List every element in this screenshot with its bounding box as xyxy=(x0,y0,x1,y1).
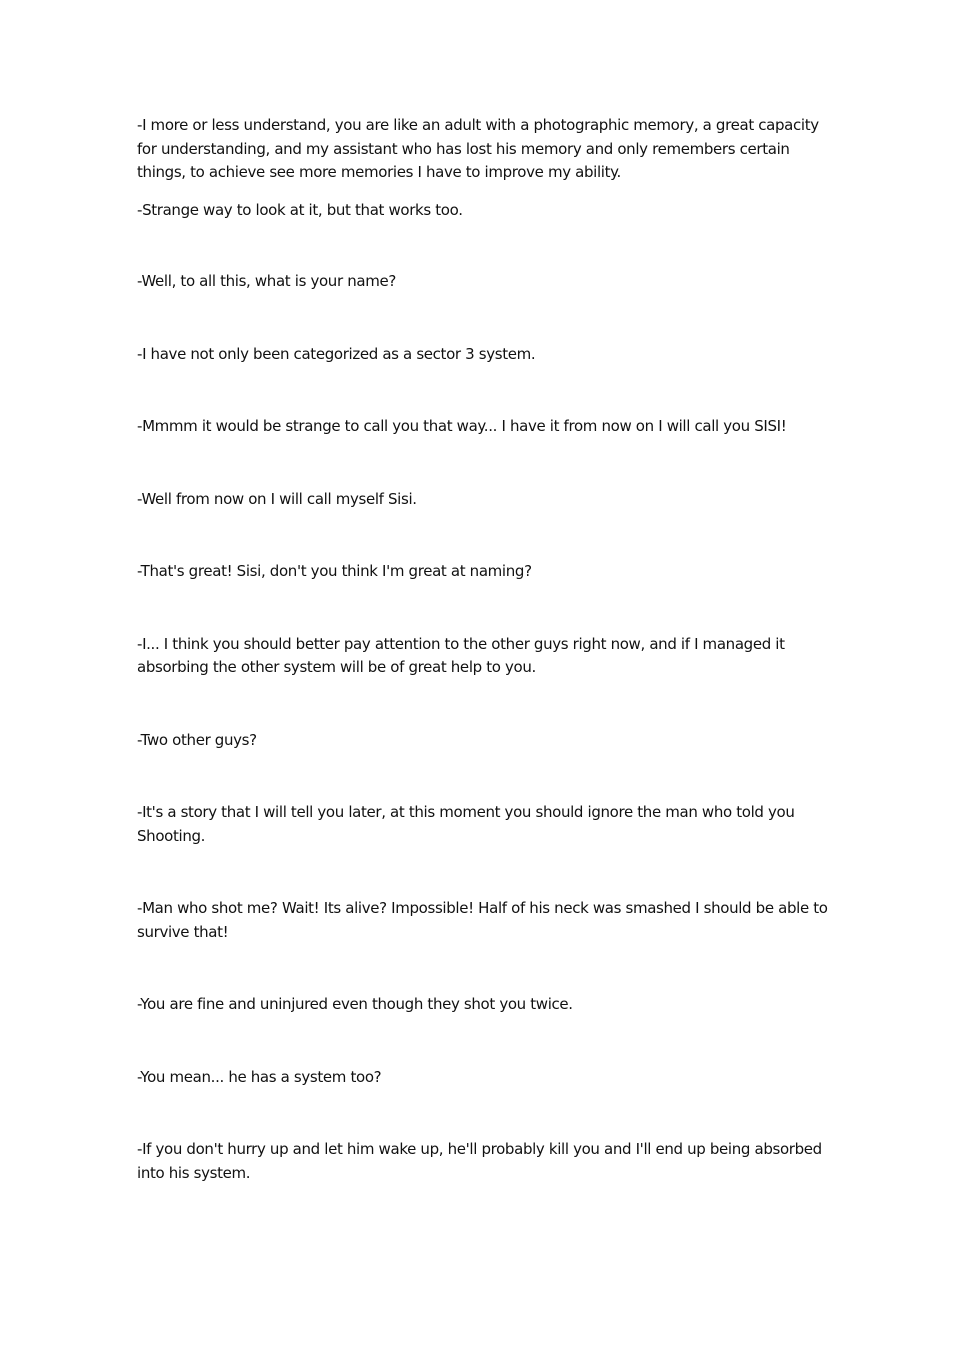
paragraph-13: -You mean... he has a system too? xyxy=(137,1067,382,1086)
document-body xyxy=(137,114,833,1185)
paragraph-10: -It's a story that I will tell you later, at this moment you should ignore the man who told you Shooting. xyxy=(137,803,795,845)
paragraph-8: -I... I think you should better pay attention to the other guys right now, and if I managed it absorbing the other system will be of great help to you. xyxy=(137,634,785,676)
paragraph-1: -I more or less understand, you are like an adult with a photographic memory, a great capacity for understanding, and my assistant who has lost his memory and only remembers certain things, to achieve see more memories I have to improve my ability. xyxy=(137,116,819,181)
paragraph-2: -Strange way to look at it, but that works too. xyxy=(137,200,463,219)
paragraph-14: -If you don't hurry up and let him wake up, he'll probably kill you and I'll end up being absorbed into his system. xyxy=(137,1140,822,1182)
paragraph-12: -You are fine and uninjured even though they shot you twice. xyxy=(137,995,573,1013)
paragraph-4: -I have not only been categorized as a sector 3 system. xyxy=(137,344,536,363)
paragraph-3: -Well, to all this, what is your name? xyxy=(137,272,396,290)
paragraph-9: -Two other guys? xyxy=(137,730,257,749)
paragraph-6: -Well from now on I will call myself Sisi. xyxy=(137,489,417,508)
paragraph-7: -That's great! Sisi, don't you think I'm great at naming? xyxy=(137,562,532,580)
paragraph-11: -Man who shot me? Wait! Its alive? Impossible! Half of his neck was smashed I should be able to survive that! xyxy=(137,899,828,941)
paragraph-5: -Mmmm it would be strange to call you that way... I have it from now on I will call you SISI! xyxy=(137,417,787,435)
